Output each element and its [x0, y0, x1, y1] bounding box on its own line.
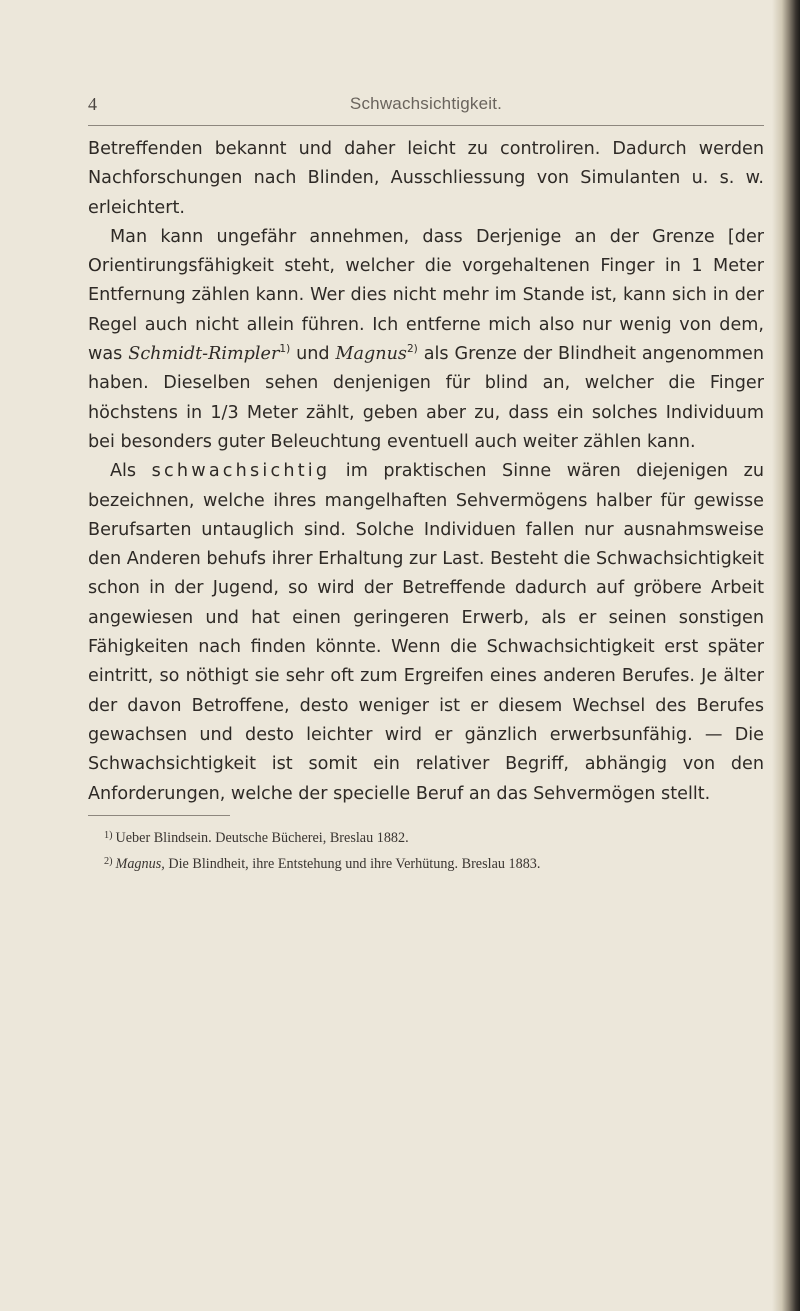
- paragraph-1: [88, 135, 764, 223]
- paragraph-3-text-a: Als: [110, 461, 152, 482]
- footnote-1-mark: 1): [104, 830, 113, 841]
- body-text: [88, 135, 764, 809]
- footnote-2: [104, 850, 764, 876]
- footnote-rule: [88, 815, 230, 816]
- paragraph-2: [88, 223, 764, 457]
- footnote-2-text: Die Blindheit, ihre Entstehung und ihre Verhütung. Breslau 1883.: [164, 856, 541, 872]
- fraction-third: 1/3: [210, 402, 239, 423]
- page-edge-shadow: [772, 0, 800, 1311]
- page-header: [88, 94, 764, 118]
- paragraph-2-text-c: als Grenze der Blindheit angenommen haben. Dieselben sehen denjenigen für blind an, welcher die Finger höchstens in: [88, 344, 764, 423]
- paragraph-3-text-b: im praktischen Sinne wären diejenigen zu bezeichnen, welche ihres mangelhaften Sehvermögens halber für gewisse Berufsarten untauglich sind. Solche Individuen fallen nur ausnahmsweise den Anderen behufs ihrer Erhaltung zur Last. Besteht die Schwachsichtigkeit schon in der Jugend, so wird der Betreffende dadurch auf gröbere Arbeit angewiesen und hat einen geringeren Erwerb, als er seinen sonstigen Fähigkeiten nach finden könnte. Wenn die Schwachsichtigkeit erst später eintritt, so nöthigt sie sehr oft zum Ergreifen eines anderen Berufes. Je älter der davon Betroffene, desto weniger ist er diesem Wechsel des Berufes gewachsen und desto leichter wird er gänzlich erwerbsunfähig. — Die Schwachsichtigkeit ist somit ein relativer Begriff, abhängig von den Anforderungen, welche der specielle Beruf an das Sehvermögen stellt.: [88, 461, 764, 804]
- paragraph-2-text-a: Man kann ungefähr annehmen, dass Derjenige an der Grenze [der Orientirungsfähigkeit steht, welcher die vorgehaltenen Finger in 1 Meter Entfernung zählen kann. Wer dies nicht mehr im Stande ist, kann sich in der Regel auch nicht allein führen. Ich entferne mich also nur wenig von dem, was: [88, 226, 764, 365]
- term-schwachsichtig: schwachsichtig: [151, 461, 331, 482]
- paragraph-2-text-b: und: [290, 344, 336, 365]
- paragraph-2-text-d: Meter zählt, geben aber zu, dass ein solches Individuum bei besonders guter Beleuchtung eventuell auch weiter zählen kann.: [88, 402, 764, 452]
- paragraph-1-text: Betreffenden bekannt und daher leicht zu controliren. Dadurch werden Nachforschungen nach Blinden, Ausschliessung von Simulanten u. s. w. erleichtert.: [88, 139, 764, 218]
- footnote-ref-1: 1): [279, 343, 291, 356]
- page-number: 4: [88, 94, 97, 114]
- footnote-2-author: Magnus,: [115, 856, 165, 872]
- footnote-2-mark: 2): [104, 856, 113, 867]
- footnote-ref-2: 2): [406, 343, 418, 356]
- author-schmidt-rimpler: Schmidt-Rimpler: [128, 344, 280, 365]
- footnote-1-text: Ueber Blindsein. Deutsche Bücherei, Breslau 1882.: [115, 830, 409, 846]
- running-title: Schwachsichtigkeit.: [349, 94, 503, 113]
- author-magnus: Magnus: [335, 344, 407, 365]
- footnotes: [104, 824, 764, 876]
- paragraph-3: [88, 457, 764, 809]
- footnote-1: [104, 824, 764, 850]
- header-rule: [88, 125, 764, 126]
